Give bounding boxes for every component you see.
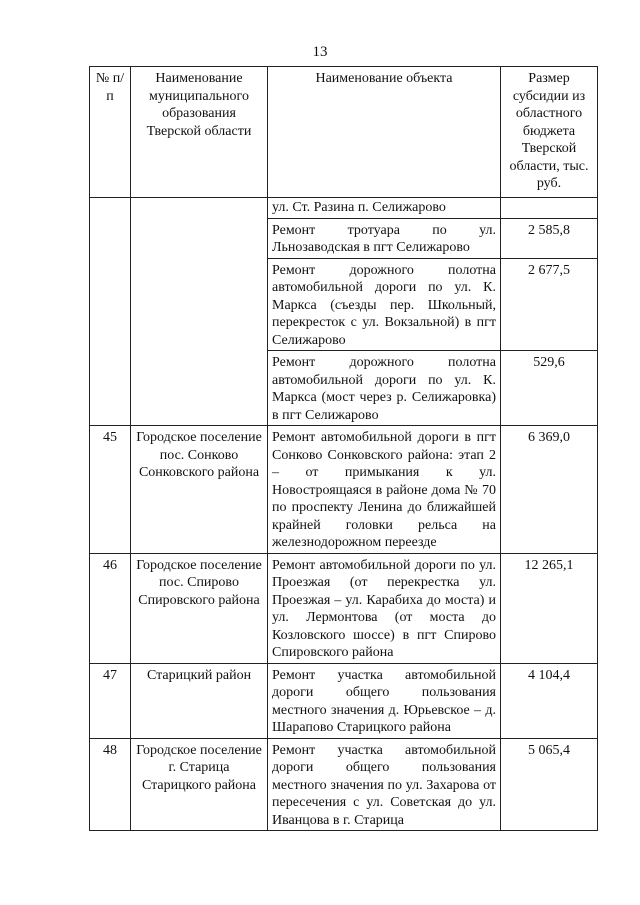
row-municipality: Городское поселение г. Старица Старицкого района xyxy=(131,738,268,831)
header-object: Наименование объекта xyxy=(268,67,501,198)
row-object: Ремонт автомобильной дороги по ул. Проезжая (от перекрестка ул. Проезжая – ул. Карабиха до моста) и ул. Лермонтова (от моста до Козловского шоссе) в пгт Спирово Спировского района xyxy=(268,553,501,663)
row-amount: 529,6 xyxy=(501,351,598,426)
table-header-row xyxy=(90,67,598,198)
row-amount: 2 677,5 xyxy=(501,258,598,351)
subsidy-table xyxy=(89,66,598,831)
row-object: Ремонт участка автомобильной дороги общего пользования местного значения д. Юрьевское – д. Шарапово Старицкого района xyxy=(268,663,501,738)
row-amount: 2 585,8 xyxy=(501,218,598,258)
header-amount: Размер субсидии из областного бюджета Тверской области, тыс. руб. xyxy=(501,67,598,198)
row-object: Ремонт участка автомобильной дороги общего пользования местного значения по ул. Захарова от пересечения с ул. Советская до ул. Иванцова в г. Старица xyxy=(268,738,501,831)
row-object: ул. Ст. Разина п. Селижарово xyxy=(268,198,501,219)
row-municipality: Городское поселение пос. Спирово Спировского района xyxy=(131,553,268,663)
row-municipality: Старицкий район xyxy=(131,663,268,738)
row-object: Ремонт дорожного полотна автомобильной дороги по ул. К. Маркса (мост через р. Селижаровка) в пгт Селижарово xyxy=(268,351,501,426)
table-row xyxy=(90,738,598,831)
table-row xyxy=(90,663,598,738)
row-amount: 4 104,4 xyxy=(501,663,598,738)
row-amount: 12 265,1 xyxy=(501,553,598,663)
row-amount xyxy=(501,198,598,219)
row-object: Ремонт автомобильной дороги в пгт Сонково Сонковского района: этап 2 – от примыкания к ул. Новостроящаяся в районе дома № 70 по проспекту Ленина до ближайшей крайней головки рельса на железнодорожном переезде xyxy=(268,426,501,554)
row-num: 46 xyxy=(90,553,131,663)
row-amount: 6 369,0 xyxy=(501,426,598,554)
row-num: 47 xyxy=(90,663,131,738)
table-row xyxy=(90,553,598,663)
row-num xyxy=(90,198,131,426)
table-row xyxy=(90,426,598,554)
header-num: № п/п xyxy=(90,67,131,198)
row-municipality: Городское поселение пос. Сонково Сонковского района xyxy=(131,426,268,554)
row-object: Ремонт дорожного полотна автомобильной дороги по ул. К. Маркса (съезды пер. Школьный, перекресток с ул. Вокзальной) в пгт Селижарово xyxy=(268,258,501,351)
row-object: Ремонт тротуара по ул. Льнозаводская в пгт Селижарово xyxy=(268,218,501,258)
table-row xyxy=(90,198,598,219)
header-municipality: Наименование муниципального образования Тверской области xyxy=(131,67,268,198)
row-amount: 5 065,4 xyxy=(501,738,598,831)
row-num: 45 xyxy=(90,426,131,554)
page-number: 13 xyxy=(312,44,328,60)
row-num: 48 xyxy=(90,738,131,831)
row-municipality xyxy=(131,198,268,426)
